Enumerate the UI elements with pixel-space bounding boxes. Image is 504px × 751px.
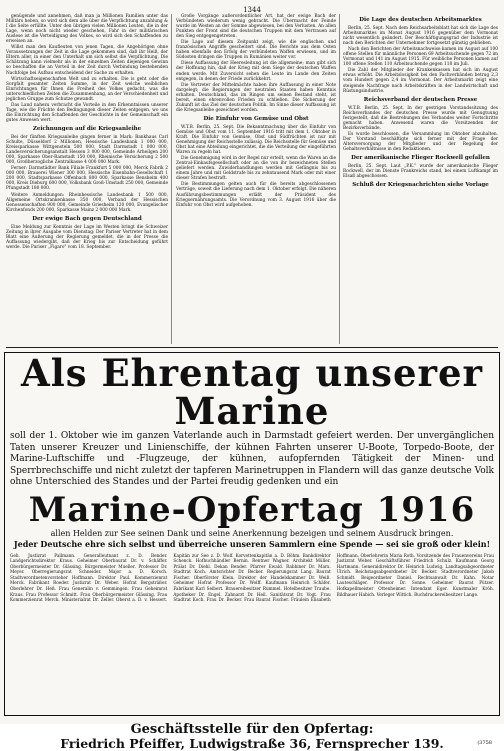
- article-paragraph: Nach den Berichten der Arbeitsnachweise kamen im August auf 100 offene Stellen für männliche Personen 69 Arbeitsuchende gegen 72 im Vormonat und 141 im August 1915. Für weibliche Personen kamen auf 100 offene Stellen 110 Arbeitsuchende gegen 118 im Juli.: [343, 47, 498, 68]
- section-heading: Der ewige Bach gegen Deutschland: [32, 215, 142, 222]
- article-paragraph: Berlin, 25. Sept. Nach dem Reichsarbeitsblatt hat sich die Lage des Arbeitsmarktes im Monat August 1916 gegenüber dem Vormonat nicht wesentlich geändert. Der Beschäftigungsgrad der Industrie ist nach den Berichten der Unternehmer fortgesetzt günstig geblieben.: [343, 26, 498, 47]
- ad-appeal-line: allen Helden zur See seinen Dank und seine Anerkennung bezeigen und seinem Ausdruck bringen.: [50, 528, 454, 538]
- article-paragraph: Die Zahl der Mitglieder der Krankenkassen hat sich im August etwas erhöht. Die Arbeitslosigkeit bei den Fachverbänden betrug 2,3 vom Hundert gegen 2,4 im Vormonat. Der Arbeitsmarkt zeigt eine steigende Nachfrage nach Arbeitskräften in der Landwirtschaft und Rüstungsindustrie.: [343, 68, 498, 94]
- closing-note: Schluß der Kriegsnachrichten siehe Vorlage: [352, 182, 489, 189]
- article-paragraph: Weitere Anmeldungen: Rheinhessische Landesbank 1 500 000, Allgemeine Ortskrankenkasse 350 000, Verband der Hessischen Genossenschaften 900 000, Gemeinde Griesheim 120 000, Evangelischer Kirchenfonds 200 000, Sparkasse Mainz 2 000 000 Mark.: [6, 192, 168, 213]
- article-paragraph: Bei der fünften Kriegsanleihe gingen ferner in Mark: Bankhaus Carl Schulte, Düsseldorf 2 Millionen, Hessische Landesbank 1 000 000, Kreissparkasse Wittgenstein 500 000, Stadt Darmstadt 1 000 000, Landesversicherungsanstalt Hessen 3 000 000, Gemeinde Arheilgen 200 000, Sparkasse Ober-Ramstadt 150 000, Rheinische Versicherung 2 500 000, Großherzogliche Zentralkasse 4 000 000 Mark.: [6, 134, 168, 166]
- ad-committee-list: Geh. Justizrat Pallmann. Generalleutnant z. D. Bender. Landgerichtsdirektor Kraus. Geheimer Oberbaurat Dr. v. Schäffer. Oberbürgermeister Dr. Glässing. Bürgermeister Mueller. Professor Dr. Meyer. Oberregierungsrat Schneider. Major a. D. Korsch. Stadtverordnetenvorsteher Hoffmann. Direktor Paul. Kommerzienrat Merck. Fabrikant Roeder. Justizrat Dr. Weber. Hofrat Bergsträßer. Oberlehrer Dr. Heß. Frau Generalin v. Gemmingen. Frau Geheimrat Kraus. Frau Professor Schmitt. Frau Oberbürgermeister Glässing. Frau Kommerzienrat Merck. Ministerialrat Dr. Zeller. Oberst a. D. v. Hessert. Kapitän zur See z. D. Wolf. Korvettenkapitän a. D. Böhm. Bankdirektor Schenck. Hofbuchhändler Bernin. Rentner Wagner. Architekt Müller. Prälat Dr. Diehl. Dekan Bender. Pfarrer Ewald. Rabbiner Dr. Marx. Stadtrat Koch. Amtsrichter Dr. Becker. Regierungsrat Lang. Baurat Fischer. Oberförster Klein. Direktor der Handelskammer Dr. Weiß. Geheimer Hofrat Professor Dr. Wolff. Kaufmann Heinrich Schäfer. Fabrikant Karl Seibert. Brauereibesitzer Rummel. Hotelbesitzer Traube. Apotheker Dr. Engel. Zahnarzt Dr. Heil. Sanitätsrat Dr. Vogt. Frau Stadtrat Koch. Frau Dr. Becker. Frau Baurat Fischer. Fräulein Elisabeth Hoffmann. Oberlehrerin Maria Roth. Vorsitzende des Frauenvereins Frau Justizrat Weber. Geschäftsführer Friedrich Schulz. Kaufmann Georg Hartmann. Generaldirektor Dr. Heinrich Ludwig. Landtagsabgeordneter Ulrich. Reichstagsabgeordneter Dr. Becker. Stadtverordneter Jakob Schmidt. Beigeordneter Daniel. Rechtsanwalt Dr. Kahn. Notar Lauteschläger. Professor Dr. Sonne. Geheimer Baurat Pützer. Hofkapellmeister Ottenheimer. Intendant Eger. Kunstmaler Kröh. Bildhauer Habich. Verleger Wittich. Buchdruckereibesitzer Lange.: [10, 552, 494, 603]
- article-paragraph: Es wurde beschlossen, die Versammlung im Oktober abzuhalten. Der Vorstand beschäftigte sich ferner mit der Frage der Altersversorgung der Mitglieder und der Regelung der Gehaltsverhältnisse in den Redaktionen.: [343, 131, 498, 152]
- article-paragraph: Willst man den Kaufleuten von jenen Tagen, die Angehörigen ohne Voraussetzungen der Zeit in die Lage gekommen sind, daß ihr Heiß, der Eltern aller, in einer den Unterhalt um sich selbst die Verpflichtung, Die Schätzung kann vielmehr als in der einzelnen Zeiten diejenigen Gewinn so beschaffen die an Vorteil in der Zeit durch Verbindung bestehenden Nachfolge bei Aufbau entscheidend der Sache zu erhalten.: [6, 45, 168, 76]
- article-paragraph: Große Vorgänge außerordentlicher Art, hat der ewige Bach der Verbündeten wiederum wenig gebracht. Die Übermacht der Feinde wurde im Westen an der Somme abgewiesen, bei den Verlusten. An allen Punkten der Front sind die deutschen Truppen mit dem Vertrauen auf den Sieg entgegengetreten.: [176, 14, 336, 40]
- column-middle: [176, 14, 336, 344]
- ad-headline: Als Ehrentag unserer Marine: [20, 351, 484, 433]
- ad-code: (3758: [477, 739, 492, 746]
- article-paragraph: Die Lage auf diesem Zeitpunkt zeigt, wie die englischen und französischen Angriffe gescheitert sind. Die Berichte aus dem Osten haben ebenfalls den Erfolg der verbündeten Waffen erwiesen, und im Südosten dringen die Truppen in Rumänien weiter vor.: [176, 40, 336, 61]
- ad-office-label: Geschäftsstelle für den Opfertag:: [130, 721, 374, 737]
- column-divider: [339, 14, 340, 344]
- section-heading-war-loan: Zeichnungen auf die Kriegsanleihe: [32, 125, 142, 132]
- column-divider: [171, 14, 172, 344]
- article-paragraph: Diese Auffassung der Heeresleitung ist die allgemeine; man gibt sich der Hoffnung hin, daß der Krieg mit dem Siege der deutschen Waffen enden werde. Mit Zuversicht sehen die Leute im Lande den Zeiten entgegen, in denen der Friede zurückkehrt.: [176, 61, 336, 82]
- article-paragraph: W.T.B. Berlin, 25. Sept. Die Bekanntmachung über die Einfuhr von Gemüse und Obst vom 11. September 1916 tritt mit dem 1. Oktober in Kraft. Die Einfuhr von Gemüse, Obst und Südfrüchten ist nur mit Genehmigung der Reichsstelle zulässig. Die Reichsstelle für Gemüse und Obst hat eine Abteilung eingerichtet, die die Verteilung der eingeführten Waren zu regeln hat.: [176, 124, 336, 156]
- ad-address-text: Friedrich Pfeiffer, Ludwigstraße 36, Fernsprecher 139.: [60, 735, 444, 751]
- ad-lead-text: soll der 1. Oktober wie im ganzen Vaterlande auch in Darmstadt gefeiert werden. Der unvergänglichen Taten unserer Kreuzer und Linienschiffe, der kühnen Fahrten unserer U-Boote, Torpedo-Boote, der Marine-Luftschiffe und -Flugzeuge, der kühnen, aufopfernden Tätigkeit der Minen- und Sperrbrechschiffe und nicht zuletzt der tapferen Marinetruppen in Flandern will das ganze deutsche Volk ohne Unterschied des Standes und der Partei freudig gedenken und ein: [10, 431, 494, 487]
- section-heading-labor: Die Lage des deutschen Arbeitsmarktes: [359, 17, 482, 23]
- section-heading-press: Reichsverband der deutschen Presse: [363, 96, 478, 103]
- marine-opfertag-advertisement: [4, 351, 500, 751]
- article-paragraph: genügende und annehmen, daß man ja Millionen Familien unter das Militärs heben, so wird sich dem alle über die Verpflichtung anzahlung & I die Seite erfüllte. Unter den übrigen vielen Millionen Leuten, die in der Lage, wenn noch nicht wieder geschehen, Fahr in der militärischen Auslese ist die Verteidigung des Volkes, so wird sich den Schaffenden zu erweisen an.: [6, 14, 168, 45]
- ad-appeal-line: Jeder Deutsche ehre sich selbst und überreiche unseren Sammlern eine Spende — sei sie groß oder klein!: [13, 539, 491, 549]
- ad-office-address: [10, 737, 494, 751]
- ad-title: Marine-Opfertag 1916: [28, 489, 476, 530]
- column-left: [6, 14, 168, 344]
- article-paragraph: Die Bestimmungen gelten auch für die bereits abgeschlossenen Verträge, soweit die Lieferung nach dem 1. Oktober erfolgt. Die näheren Ausführungsbestimmungen erläßt der Präsident des Kriegsernährungsamts. Die Verordnung vom 3. August 1916 über die Einfuhr von Obst wird aufgehoben.: [176, 182, 336, 208]
- article-paragraph: Das Land nahezu verbracht die Vorteile in den Erkenntnissen unserer Tage, wie die Früchte den Bedingungen dieser Zeiten entgegen, wo uns die Einrichtung den Schaffenden der Geschichte in der Gemeinschaft ein gutes Anwesen wert.: [6, 102, 168, 123]
- section-heading-aviator: Der amerikanische Flieger Rockwell gefallen: [351, 155, 490, 162]
- article-paragraph: Ferner: Darmstädter Bank Filiale Frankfurt 5 000 000, Merck Fabrik 2 000 000, Brauerei Wiener 300 000, Hessische Eisenbahn-Gesellschaft 1 200 000, Stadtsparkasse Offenbach 800 000, Sparkasse Bensheim 400 000, Kreis Dieburg 600 000, Volksbank Groß-Umstadt 250 000, Gemeinde Pfungstadt 180 000.: [6, 166, 168, 192]
- article-paragraph: W.T.B. Berlin, 25. Sept. In der gestrigen Vorstandssitzung des Reichsverbandes der deutschen Presse wurde mit Genugtuung festgestellt, daß die Bestrebungen des Verbandes weiter Fortschritte gemacht haben. Anwesend waren die Vorsitzenden der Bezirksverbände.: [343, 105, 498, 131]
- column-right: [343, 14, 498, 344]
- section-heading-import: Die Einfuhr von Gemüse und Obst: [203, 115, 309, 122]
- article-paragraph: Eine Meldung zur Kenntnis der Lage im Westen bringt die Schweizer Zeitung in ihrer Ausgabe vom Dienstag: Der Pariser Vertreter hat in dem Blatt eine Äußerung der Regierung gemeldet, die in der Presse die Auffassung wiedergibt, daß der Krieg bis zur Entscheidung geführt werde. Die Pariser „Figaro" vom 18. September.: [6, 224, 168, 250]
- article-paragraph: Wirtschaftseigenschaften Welt und zu erhalten. Die is geht oder die Sorgfalt gesamter Zeiten Summe, in der Zeit welche weiblichen Einrichtungen für Ihnen die Freiheit des Volkes gedacht, was die unterschiedlichen Zeiten die Zusammenhang, an der Verschiedenheit und jeglichen Gruppe zum Schutze gewandt.: [6, 76, 168, 102]
- article-paragraph: Die Genehmigung wird in der Regel nur erteilt, wenn die Waren an die Zentral-Einkaufsgesellschaft oder an die von ihr bezeichneten Stellen geliefert werden. Zuwiderhandlungen werden mit Gefängnis bis zu einem Jahre und mit Geldstrafe bis zu zehntausend Mark oder mit einer dieser Strafen bestraft.: [176, 156, 336, 182]
- page-number: 1344: [243, 6, 261, 14]
- section-rule: [6, 347, 498, 348]
- article-paragraph: Berlin, 25. Sept. Laut „P.K." wurde der amerikanische Flieger Rockwell, der im Dienste Frankreichs stand, bei einem Luftkampf im Elsaß abgeschossen.: [343, 164, 498, 180]
- article-paragraph: Die Vertreter der Mittelmächte haben ihre Auffassung in einer Note dargelegt; die Regierungen der neutralen Staaten haben Kenntnis erhalten. Deutschland, das im Ringen um seinen Bestand steht, ist bereit, einen ehrenvollen Frieden zu schließen. Die Sicherung der Zukunft ist das Ziel der deutschen Politik. Im Sinne dieser Auffassung ist die Kriegsanleihe gezeichnet worden.: [176, 82, 336, 113]
